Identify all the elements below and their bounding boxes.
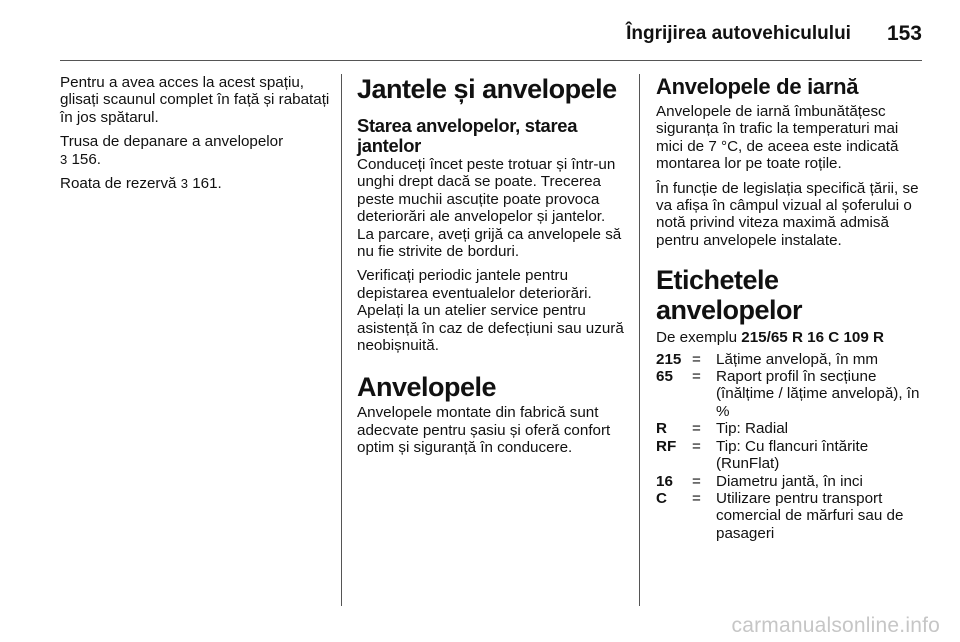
paragraph: Anvelopele de iarnă îmbunătățesc siguranța în trafic la temperaturi mai mici de 7 °C, de aceea este indicată montarea lor pe toate roțile. [656, 103, 899, 173]
example-code: 215/65 R 16 C 109 R [741, 329, 884, 347]
definition-description: Diametru jantă, în inci [716, 472, 863, 490]
column-divider-1 [341, 74, 342, 606]
definition-row [656, 368, 924, 420]
definition-row [656, 490, 924, 542]
definition-term: 215 [656, 350, 682, 368]
xref-text: Roata de rezervă [60, 175, 177, 193]
definition-term: C [656, 489, 667, 507]
definition-term: 16 [656, 472, 673, 490]
example-line [656, 329, 924, 346]
definition-equals: = [692, 489, 701, 507]
section-heading: Anvelopele de iarnă [656, 74, 859, 99]
definition-list [656, 351, 924, 542]
section-heading: Etichetele anvelopelor [656, 265, 803, 326]
header-rule [60, 60, 922, 61]
watermark: carmanualsonline.info [731, 614, 940, 637]
definition-term: RF [656, 437, 677, 455]
definition-description: Utilizare pentru transport comercial de mărfuri sau de pasageri [716, 489, 904, 542]
definition-term: 65 [656, 368, 673, 386]
column-divider-2 [639, 74, 640, 606]
paragraph-xref-tire-kit [60, 133, 334, 168]
definition-description: Tip: Cu flancuri întărite (RunFlat) [716, 437, 869, 473]
definition-description: Raport profil în secțiune (înălțime / lățime anvelopă), în % [716, 368, 920, 420]
paragraph: Conduceți încet peste trotuar și într-un unghi drept dacă se poate. Trecerea peste muchii ascuțite poate provoca deteriorări ale anvelopelor și jantelor. La parcare, aveți grijă ca anvelopele să nu fie strivite de borduri. [357, 156, 622, 261]
paragraph: În funcție de legislația specifică țării, se va afișa în câmpul vizual al șoferului o notă privind viteza maximă admisă pentru anvelopele instalate. [656, 179, 919, 249]
page-number: 153 [886, 22, 922, 45]
page-header [60, 14, 922, 54]
section-heading: Jantele și anvelopele [357, 74, 617, 104]
paragraph: Pentru a avea acces la acest spațiu, glisați scaunul complet în față și rabatați în jos spătarul. [60, 74, 330, 126]
subsection-heading: Starea anvelopelor, starea jantelor [357, 115, 578, 156]
column-1 [60, 74, 334, 199]
page-title: Îngrijirea autovehiculului [626, 23, 851, 44]
arrow-reference-icon: 3 [180, 176, 188, 192]
definition-equals: = [692, 472, 701, 490]
arrow-reference-icon: 3 [60, 151, 68, 167]
definition-term: R [656, 420, 667, 438]
xref-text: Trusa de depanare a anvelopelor [60, 133, 284, 151]
definition-row [656, 473, 924, 490]
xref-page-link[interactable]: 161. [192, 175, 222, 193]
column-3 [656, 74, 924, 542]
definition-description: Lățime anvelopă, în mm [716, 350, 879, 368]
example-prefix: De exemplu [656, 329, 738, 347]
section-heading: Anvelopele [357, 372, 497, 403]
paragraph-xref-spare-wheel [60, 175, 334, 192]
xref-page-link[interactable]: 156. [71, 150, 102, 168]
definition-row [656, 438, 924, 473]
definition-row [656, 420, 924, 437]
definition-equals: = [692, 420, 701, 438]
definition-equals: = [692, 350, 701, 368]
definition-equals: = [692, 368, 701, 386]
paragraph: Verificați periodic jantele pentru depistarea eventualelor deteriorări. Apelați la un atelier service pentru asistență în caz de defecțiuni sau uzură neobișnuită. [357, 267, 624, 355]
paragraph: Anvelopele montate din fabrică sunt adecvate pentru șasiu și oferă confort optim și siguranță în conducere. [357, 404, 611, 457]
column-2 [357, 74, 625, 464]
definition-equals: = [692, 437, 701, 455]
definition-description: Tip: Radial [716, 420, 789, 438]
definition-row [656, 351, 924, 368]
